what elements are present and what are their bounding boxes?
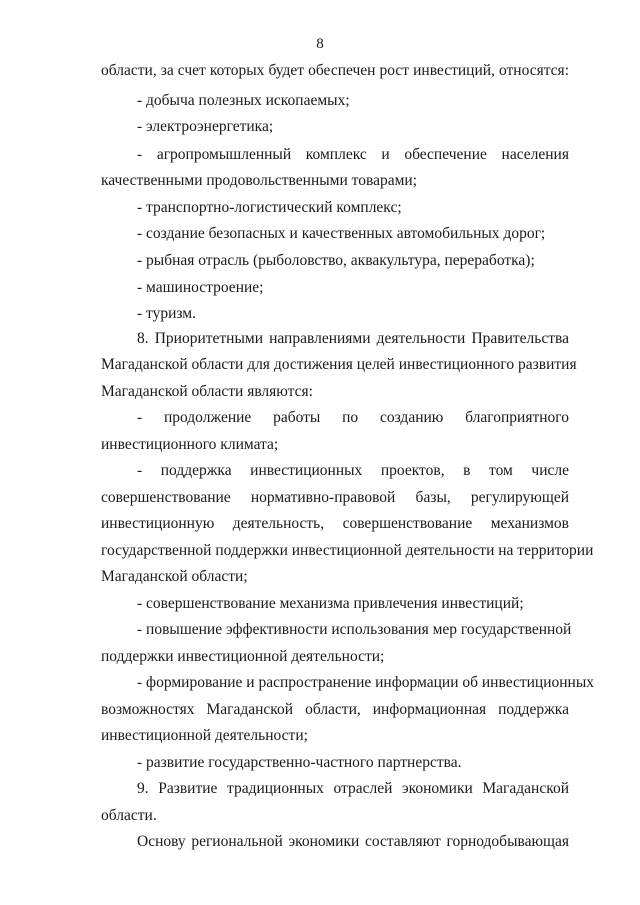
text-line: Магаданской области являются:	[101, 383, 313, 400]
paragraph-heading: 9. Развитие традиционных отраслей экономики Магаданской	[137, 780, 569, 797]
text-line: совершенствование нормативно-правовой базы, регулирующей	[101, 489, 569, 506]
list-item: - повышение эффективности использования мер государственной	[137, 621, 572, 638]
list-item: - агропромышленный комплекс и обеспечение населения	[137, 146, 569, 163]
paragraph-heading: 8. Приоритетными направлениями деятельности Правительства	[137, 330, 569, 347]
text-line: возможностях Магаданской области, информационная поддержка	[101, 701, 569, 718]
text-line: государственной поддержки инвестиционной деятельности на территории	[101, 542, 594, 559]
list-item: - продолжение работы по созданию благоприятного	[137, 409, 569, 426]
list-item: - туризм.	[137, 305, 196, 322]
list-item: - поддержка инвестиционных проектов, в том числе	[137, 462, 569, 479]
text-line: инвестиционного климата;	[101, 436, 279, 453]
page-number: 8	[316, 36, 324, 52]
text-line: Основу региональной экономики составляют горнодобывающая	[137, 833, 569, 850]
list-item: - развитие государственно-частного партнерства.	[137, 754, 462, 771]
text-line: инвестиционную деятельность, совершенствование механизмов	[101, 515, 569, 532]
list-item: - формирование и распространение информации об инвестиционных	[137, 674, 595, 691]
text-line: поддержки инвестиционной деятельности;	[101, 648, 385, 665]
text-line: качественными продовольственными товарами;	[101, 172, 418, 189]
list-item: - совершенствование механизма привлечения инвестиций;	[137, 595, 524, 612]
list-item: - электроэнергетика;	[137, 118, 274, 135]
text-line: инвестиционной деятельности;	[101, 727, 308, 744]
text-line: области.	[101, 807, 157, 824]
list-item: - создание безопасных и качественных автомобильных дорог;	[137, 225, 546, 242]
list-item: - транспортно-логистический комплекс;	[137, 199, 402, 216]
list-item: - добыча полезных ископаемых;	[137, 92, 350, 109]
text-line: области, за счет которых будет обеспечен рост инвестиций, относятся:	[101, 62, 569, 79]
text-line: Магаданской области для достижения целей инвестиционного развития	[101, 356, 577, 373]
text-line: Магаданской области;	[101, 568, 248, 585]
list-item: - машиностроение;	[137, 279, 264, 296]
list-item: - рыбная отрасль (рыболовство, аквакультура, переработка);	[137, 252, 535, 269]
